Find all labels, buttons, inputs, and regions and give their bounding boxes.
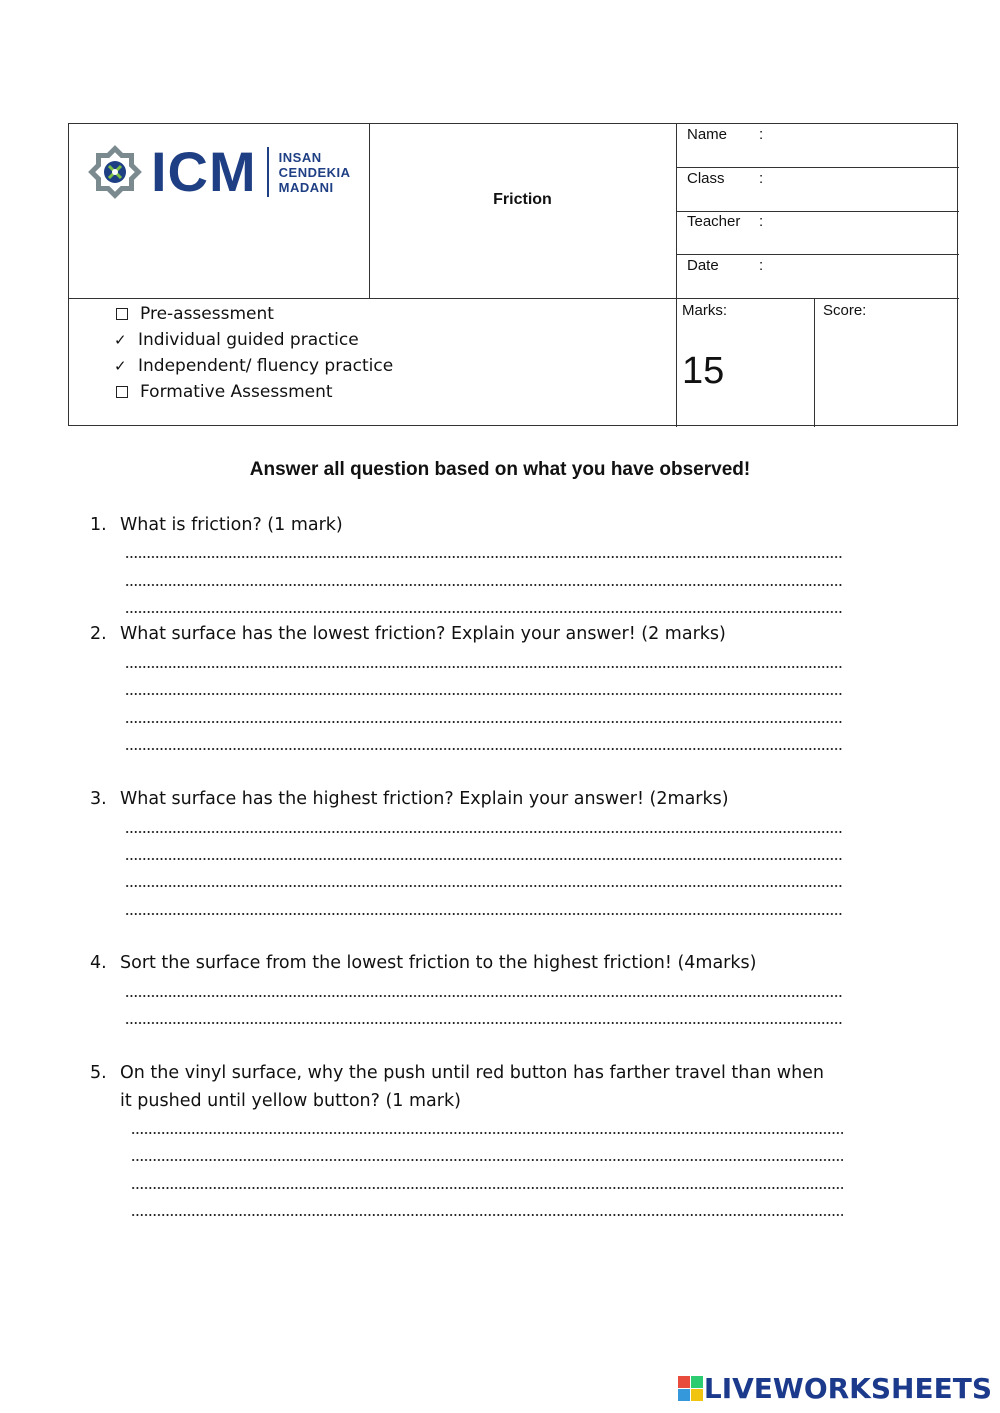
answer-line[interactable]	[125, 885, 843, 887]
question-number: 3.	[90, 789, 107, 809]
answer-line[interactable]	[125, 858, 843, 860]
checkbox-empty-icon	[116, 386, 128, 398]
checklist-item[interactable]	[114, 301, 393, 327]
field-colon: :	[759, 126, 764, 143]
logo-sub-line: MADANI	[278, 179, 334, 195]
divider	[676, 211, 959, 212]
divider	[814, 299, 815, 427]
field-colon: :	[759, 170, 764, 187]
logo-separator	[267, 147, 269, 197]
date-field[interactable]	[687, 257, 763, 274]
answer-line[interactable]	[125, 721, 843, 723]
answer-line[interactable]	[131, 1159, 843, 1161]
field-label: Name	[687, 126, 728, 143]
question-5	[90, 1059, 890, 1115]
answer-line[interactable]	[125, 666, 843, 668]
question-number: 4.	[90, 953, 107, 973]
question-number: 2.	[90, 624, 107, 644]
checkbox-empty-icon	[116, 308, 128, 320]
checklist-item[interactable]	[114, 379, 393, 405]
question-text: What surface has the lowest friction? Explain your answer! (2 marks)	[120, 624, 726, 644]
marks-label: Marks:	[682, 302, 727, 319]
checklist-label: Pre-assessment	[140, 304, 274, 324]
question-2	[90, 620, 726, 648]
field-colon: :	[759, 213, 764, 230]
name-field[interactable]	[687, 126, 763, 143]
answer-line[interactable]	[125, 556, 843, 558]
divider	[369, 124, 370, 299]
question-number: 5.	[90, 1063, 107, 1083]
logo-subtitle	[279, 150, 351, 195]
field-label: Class	[687, 170, 725, 187]
question-text-continued: it pushed until yellow button? (1 mark)	[120, 1091, 461, 1111]
answer-line[interactable]	[125, 1022, 843, 1024]
field-label: Teacher	[687, 213, 741, 230]
footer-brand: LIVEWORKSHEETS	[703, 1372, 992, 1405]
question-number: 1.	[90, 515, 107, 535]
marks-value: 15	[682, 350, 725, 392]
question-1	[90, 511, 343, 539]
checkmark-icon: ✓	[114, 331, 127, 349]
header-table	[68, 123, 958, 426]
checklist-label: Formative Assessment	[140, 382, 333, 402]
checkmark-icon: ✓	[114, 357, 127, 375]
divider	[676, 254, 959, 255]
divider	[69, 298, 959, 299]
assessment-checklist	[114, 301, 393, 405]
field-label: Date	[687, 257, 719, 274]
divider	[676, 124, 677, 427]
checklist-item[interactable]	[114, 327, 393, 353]
answer-line[interactable]	[125, 693, 843, 695]
answer-line[interactable]	[125, 995, 843, 997]
answer-line[interactable]	[125, 831, 843, 833]
liveworksheets-logo-icon	[678, 1376, 704, 1402]
answer-line[interactable]	[125, 748, 843, 750]
answer-line[interactable]	[125, 584, 843, 586]
answer-line[interactable]	[131, 1132, 843, 1134]
liveworksheets-watermark	[678, 1372, 992, 1405]
answer-line[interactable]	[125, 611, 843, 613]
question-text: What surface has the highest friction? Explain your answer! (2marks)	[120, 789, 729, 809]
logo-sub-line: CENDEKIA	[278, 164, 351, 180]
teacher-field[interactable]	[687, 213, 763, 230]
instruction-heading: Answer all question based on what you have observed!	[249, 459, 751, 480]
question-4	[90, 949, 756, 977]
checklist-label: Individual guided practice	[138, 330, 359, 350]
question-text: Sort the surface from the lowest friction to the highest friction! (4marks)	[120, 953, 757, 973]
logo-sub-line: INSAN	[278, 149, 322, 165]
checklist-item[interactable]	[114, 353, 393, 379]
answer-line[interactable]	[131, 1214, 843, 1216]
question-text: On the vinyl surface, why the push until red button has farther travel than when	[120, 1063, 825, 1083]
school-logo	[87, 140, 351, 203]
worksheet-title: Friction	[493, 191, 552, 208]
divider	[676, 167, 959, 168]
star-emblem-icon	[87, 144, 143, 200]
logo-brand: ICM	[151, 140, 257, 203]
question-3	[90, 785, 729, 813]
field-colon: :	[759, 257, 764, 274]
score-label: Score:	[823, 302, 867, 319]
class-field[interactable]	[687, 170, 763, 187]
answer-line[interactable]	[131, 1187, 843, 1189]
checklist-label: Independent/ fluency practice	[138, 356, 394, 376]
answer-line[interactable]	[125, 913, 843, 915]
question-text: What is friction? (1 mark)	[120, 515, 343, 535]
